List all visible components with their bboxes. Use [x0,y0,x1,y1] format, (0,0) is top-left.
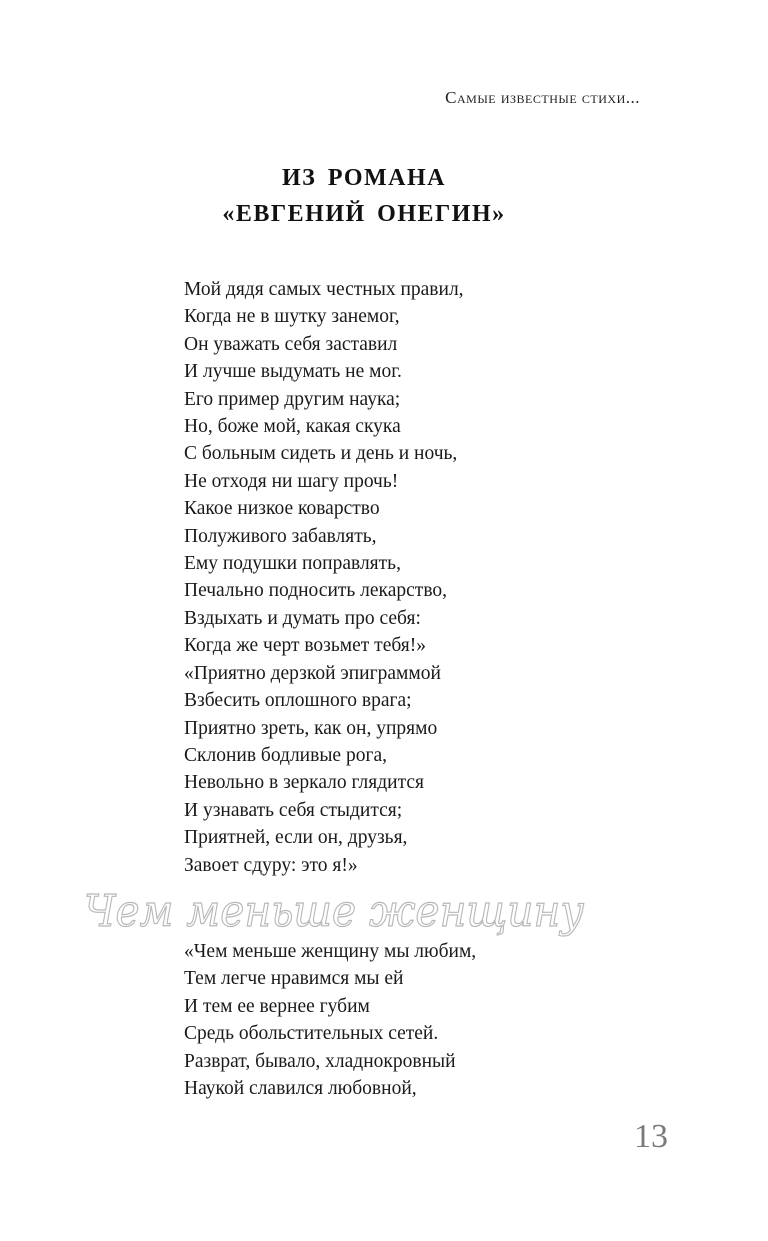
verse-line: Приятно зреть, как он, упрямо [184,717,438,739]
script-overlay-text: Чем меньше женщину [84,886,585,937]
verse-line: Разврат, бывало, хладнокровный [184,1050,456,1072]
stanza-1 [184,276,604,879]
verse-line: Средь обольстительных сетей. [184,1023,439,1045]
verse-line: Тем легче нравимся мы ей [184,968,404,990]
verse-line: «Приятно дерзкой эпиграммой [184,662,441,684]
verse-line: Ему подушки поправлять, [184,553,401,575]
handwritten-script-overlay [80,882,600,942]
verse-line: Не отходя ни шагу прочь! [184,470,399,492]
verse-line: Полуживого забавлять, [184,525,377,547]
title-line-1: ИЗ РОМАНА [281,165,446,191]
verse-line: Невольно в зеркало глядится [184,772,424,794]
verse-line: Склонив бодливые рога, [184,744,387,766]
verse-line: «Чем меньше женщину мы любим, [184,941,477,962]
verse-line: Мой дядя самых честных правил, [184,279,464,300]
verse-line: Его пример другим наука; [184,388,401,410]
script-overlay-svg [80,882,600,942]
verse-line: И лучше выдумать не мог. [184,361,402,383]
verse-line: Приятней, если он, друзья, [184,827,408,849]
verse-line: Взбесить оплошного врага; [184,690,412,712]
verse-line: Наукой славился любовной, [184,1078,417,1100]
verse-line: И тем ее вернее губим [184,995,370,1017]
verse-line: Когда не в шутку занемог, [184,306,400,328]
title-line-2: «ЕВГЕНИЙ ОНЕГИН» [222,201,506,227]
verse-line: С больным сидеть и день и ночь, [184,443,458,465]
chapter-title [0,160,728,232]
verse-line: Вздыхать и думать про себя: [184,607,421,629]
running-header: Самые известные стихи... [445,88,640,107]
verse-line: Но, боже мой, какая скука [184,416,401,438]
verse-line: Какое низкое коварство [184,498,380,520]
stanza-2 [184,938,604,1102]
verse-line: Печально подносить лекарство, [184,580,448,602]
verse-line: Завоет сдуру: это я!» [184,854,358,876]
verse-line: Когда же черт возьмет тебя!» [184,635,426,657]
verse-line: Он уважать себя заставил [184,333,398,355]
verse-line: И узнавать себя стыдится; [184,799,403,821]
page-number: 13 [634,1118,668,1155]
